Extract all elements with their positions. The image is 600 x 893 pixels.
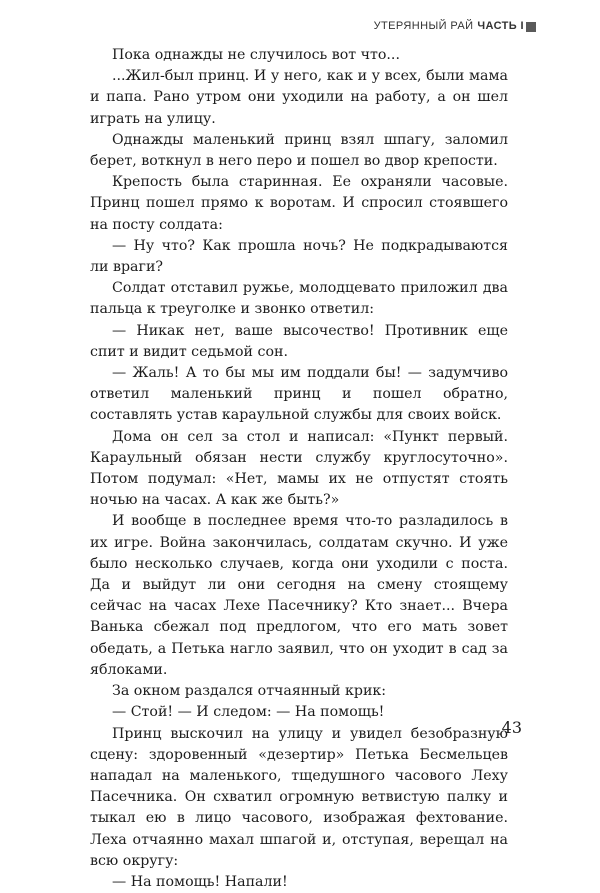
paragraph: — Жаль! А то бы мы им поддали бы! — задумчиво ответил маленький принц и пошел обратно, составлять устав караульной службы для своих войск.	[90, 365, 508, 424]
paragraph: Дома он сел за стол и написал: «Пункт первый. Караульный обязан нести службу круглосуточно». Потом подумал: «Нет, мамы их не отпустят стоять ночью на часах. А как же быть?»	[90, 428, 508, 509]
header-marker-square	[526, 22, 536, 32]
paragraph: За окном раздался отчаянный крик:	[112, 683, 387, 700]
page-number: 43	[501, 718, 522, 737]
paragraph: ...Жил-был принц. И у него, как и у всех, были мама и папа. Рано утром они уходили на работу, а он шел играть на улицу.	[90, 68, 508, 127]
paragraph: Однажды маленький принц взял шпагу, заломил берет, воткнул в него перо и пошел во двор крепости.	[90, 131, 508, 170]
paragraph: — Ну что? Как прошла ночь? Не подкрадываются ли враги?	[90, 237, 508, 276]
paragraph: Принц выскочил на улицу и увидел безобразную сцену: здоровенный «дезертир» Петька Бесмельцев нападал на маленького, тщедушного часового Леху Пасечника. Он схватил огромную ветвистую палку и тыкал ею в лицо часового, изображая фехтование. Леха отчаянно махал шпагой и, отступая, верещал на всю округу:	[90, 725, 508, 869]
paragraph: — Стой! — И следом: — На помощь!	[112, 704, 385, 721]
book-title: УТЕРЯННЫЙ РАЙ	[373, 20, 474, 32]
paragraph: — На помощь! Напали!	[112, 873, 288, 890]
page-body	[90, 45, 508, 893]
paragraph: И вообще в последнее время что-то разладилось в их игре. Война закончилась, солдатам скучно. И уже было несколько случаев, когда они уходили с поста. Да и выйдут ли они сегодня на смену стоящему сейчас на часах Лехе Пасечнику? Кто знает... Вчера Ванька сбежал под предлогом, что его мать зовет обедать, а Петька нагло заявил, что он уходит в сад за яблоками.	[90, 513, 508, 678]
paragraph: Солдат отставил ружье, молодцевато приложил два пальца к треуголке и звонко ответил:	[90, 280, 508, 318]
running-header	[374, 20, 524, 32]
part-label: ЧАСТЬ I	[477, 20, 524, 32]
paragraph: Пока однажды не случилось вот что...	[112, 47, 400, 63]
paragraph: Крепость была старинная. Ее охраняли часовые. Принц пошел прямо к воротам. И спросил стоявшего на посту солдата:	[90, 174, 508, 233]
paragraph: — Никак нет, ваше высочество! Противник еще спит и видит седьмой сон.	[90, 322, 508, 360]
